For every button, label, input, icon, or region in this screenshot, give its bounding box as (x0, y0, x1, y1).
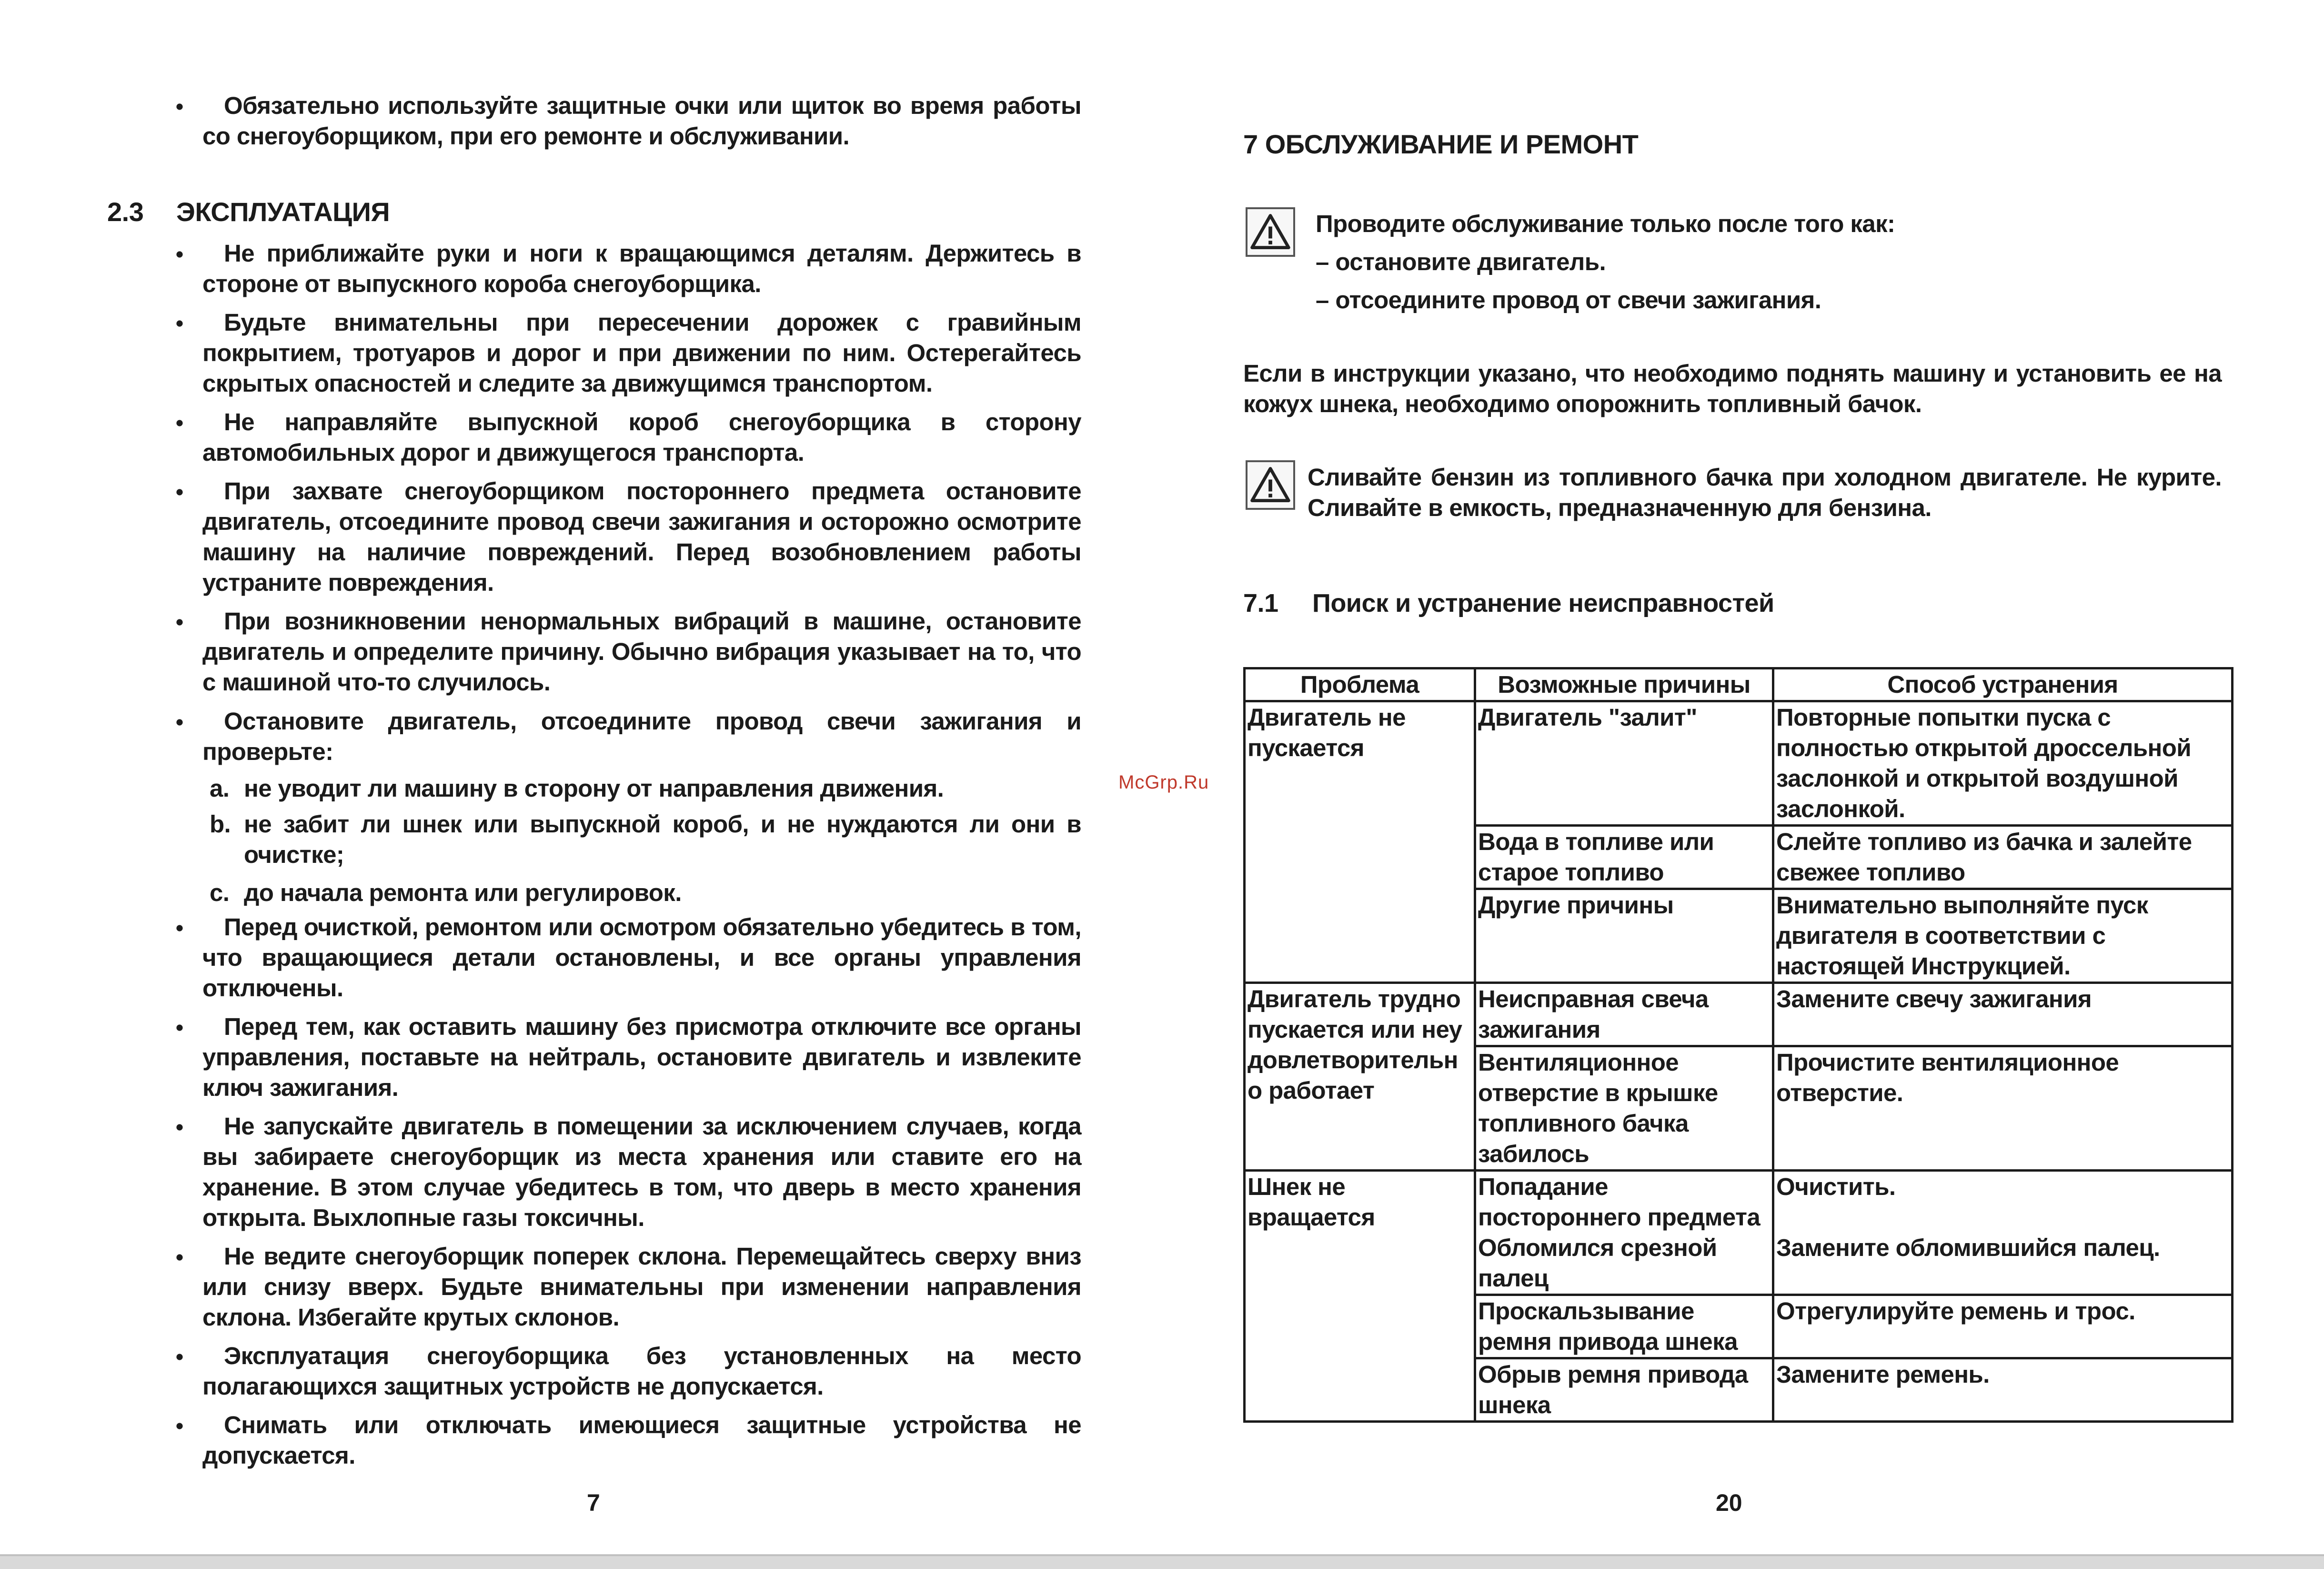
bullet-dot (176, 103, 182, 110)
troubleshooting-table (1243, 667, 2233, 1423)
warning2-text: Сливайте бензин из топливного бачка при холодном двигателе. Не курите. Сливайте в емкость, предназначенную для бензина. (1308, 464, 2222, 521)
bullet-dot (176, 320, 182, 326)
bullet-item: Снимать или отключать имеющиеся защитные устройства не допускается. (202, 1411, 1081, 1469)
sub-item-text: не забит ли шнек или выпускной короб, и не нуждаются ли они в очистке; (244, 810, 1081, 868)
bullet-item: Остановите двигатель, отсоедините провод свечи зажигания и проверьте: (202, 708, 1081, 765)
scan-bottom-edge (0, 1554, 2324, 1569)
bullet-dot (176, 1024, 182, 1031)
bullet-item: Перед тем, как оставить машину без присмотра отключите все органы управления, поставьте на нейтраль, остановите двигатель и извлеките ключ зажигания. (202, 1013, 1081, 1101)
sub-item (210, 773, 1081, 804)
cause-cell: Проскальзывание ремня привода шнека (1475, 1295, 1773, 1358)
cause-cell: Обрыв ремня привода шнека (1475, 1358, 1773, 1422)
bullet-dot (176, 489, 182, 495)
section-heading (107, 196, 390, 227)
bullet-dot (176, 619, 182, 625)
header-problem: Проблема (1245, 668, 1475, 701)
fix-cell: Замените обломившийся палец. (1773, 1233, 2233, 1295)
warning1-line3: – отсоедините провод от свечи зажигания. (1316, 286, 1821, 314)
bullet-dot (176, 251, 182, 257)
section-title: ЭКСПЛУАТАЦИЯ (176, 197, 390, 227)
bullet-item: Не приближайте руки и ноги к вращающимся деталям. Держитесь в стороне от выпускного короба снегоуборщика. (202, 240, 1081, 297)
fix-cell: Замените свечу зажигания (1773, 983, 2233, 1046)
fix-cell: Отрегулируйте ремень и трос. (1773, 1295, 2233, 1358)
header-causes: Возможные причины (1475, 668, 1773, 701)
fix-cell: Внимательно выполняйте пуск двигателя в соответствии с настоящей Инструкцией. (1773, 889, 2233, 983)
cause-cell: Неисправная свеча зажигания (1475, 983, 1773, 1046)
table-row (1245, 701, 2233, 826)
sub-item-letter: a. (210, 775, 230, 802)
sub-item-letter: c. (210, 879, 230, 906)
problem-cell: Двигатель трудно пускается или неудовлетворительно работает (1245, 983, 1475, 1171)
bullet-dot (176, 1423, 182, 1429)
bullet-item: Не запускайте двигатель в помещении за исключением случаев, когда вы забираете снегоуборщик из места хранения или ставите его на хранение. В этом случае убедитесь в том, что дверь в место хранения открыта. Выхлопные газы токсичны. (202, 1113, 1081, 1231)
bullet-item: Не направляйте выпускной короб снегоуборщика в сторону автомобильных дорог и движущегося транспорта. (202, 408, 1081, 466)
fix-cell: Слейте топливо из бачка и залейте свежее топливо (1773, 826, 2233, 889)
bullet-dot (176, 420, 182, 426)
sub-item-letter: b. (210, 810, 231, 838)
bullet-dot (176, 925, 182, 931)
subsection-heading (1243, 588, 1774, 618)
cause-cell: Двигатель "залит" (1475, 701, 1773, 826)
problem-cell: Двигатель не пускается (1245, 701, 1475, 983)
bullet-item: При возникновении ненормальных вибраций в машине, остановите двигатель и определите причину. Обычно вибрация указывает на то, что с машиной что-то случилось. (202, 607, 1081, 696)
bullet-dot (176, 1124, 182, 1130)
cause-cell: Обломился срезной палец (1475, 1233, 1773, 1295)
bullet-item: При захвате снегоуборщиком постороннего предмета остановите двигатель, отсоедините провод свечи зажигания и осторожно осмотрите машину на наличие повреждений. Перед возобновлением работы устраните повреждения. (202, 477, 1081, 596)
sub-item (210, 809, 1081, 870)
warning1-line2: – остановите двигатель. (1316, 248, 1606, 275)
bullet-item: Перед очисткой, ремонтом или осмотром обязательно убедитесь в том, что вращающиеся детали остановлены, и все органы управления отключены. (202, 913, 1081, 1002)
problem-cell: Шнек не вращается (1245, 1171, 1475, 1422)
sub-item-text: до начала ремонта или регулировок. (244, 879, 682, 906)
cause-cell: Вода в топливе или старое топливо (1475, 826, 1773, 889)
fix-cell: Очистить. (1773, 1171, 2233, 1233)
table-row (1245, 1171, 2233, 1233)
bullet-item: Эксплуатация снегоуборщика без установленных на место полагающихся защитных устройств не допускается. (202, 1342, 1081, 1400)
cause-cell: Другие причины (1475, 889, 1773, 983)
sub-item-text: не уводит ли машину в сторону от направления движения. (244, 775, 944, 802)
section-number: 2.3 (107, 197, 144, 227)
table-header-row (1245, 668, 2233, 701)
fix-cell: Прочистите вентиляционное отверстие. (1773, 1046, 2233, 1171)
sub-item (210, 878, 1081, 908)
cause-cell: Попадание постороннего предмета (1475, 1171, 1773, 1233)
warning-triangle-icon (1246, 207, 1295, 257)
bullet-dot (176, 719, 182, 725)
bullet-dot (176, 1354, 182, 1360)
fix-cell: Повторные попытки пуска с полностью открытой дроссельной заслонкой и открытой воздушной заслонкой. (1773, 701, 2233, 826)
info-paragraph: Если в инструкции указано, что необходимо поднять машину и установить ее на кожух шнека, необходимо опорожнить топливный бачок. (1243, 360, 2222, 417)
page-number-right: 20 (1716, 1489, 1742, 1516)
page-number-left: 7 (587, 1489, 600, 1516)
bullet-item: Будьте внимательны при пересечении дорожек с гравийным покрытием, тротуаров и дорог и при движении по ним. Остерегайтесь скрытых опасностей и следите за движущимся транспортом. (202, 309, 1081, 397)
subsection-title: Поиск и устранение неисправностей (1312, 589, 1774, 617)
bullet-dot (176, 1254, 182, 1260)
warning1-line1: Проводите обслуживание только после того как: (1316, 210, 1895, 237)
table-row (1245, 983, 2233, 1046)
warning-triangle-icon (1246, 460, 1295, 510)
fix-cell: Замените ремень. (1773, 1358, 2233, 1422)
cause-cell: Вентиляционное отверстие в крышке топливного бачка забилось (1475, 1046, 1773, 1171)
watermark: McGrp.Ru (1118, 772, 1209, 793)
header-fix: Способ устранения (1773, 668, 2233, 701)
left-page (0, 0, 1162, 1539)
top-bullet-text: Обязательно используйте защитные очки или щиток во время работы со снегоуборщиком, при его ремонте и обслуживании. (202, 92, 1081, 150)
subsection-number: 7.1 (1243, 589, 1278, 617)
bullet-item: Не ведите снегоуборщик поперек склона. Перемещайтесь сверху вниз или снизу вверх. Будьте внимательны при изменении направления склона. Избегайте крутых склонов. (202, 1243, 1081, 1331)
section-heading: 7 ОБСЛУЖИВАНИЕ И РЕМОНТ (1243, 129, 1639, 159)
